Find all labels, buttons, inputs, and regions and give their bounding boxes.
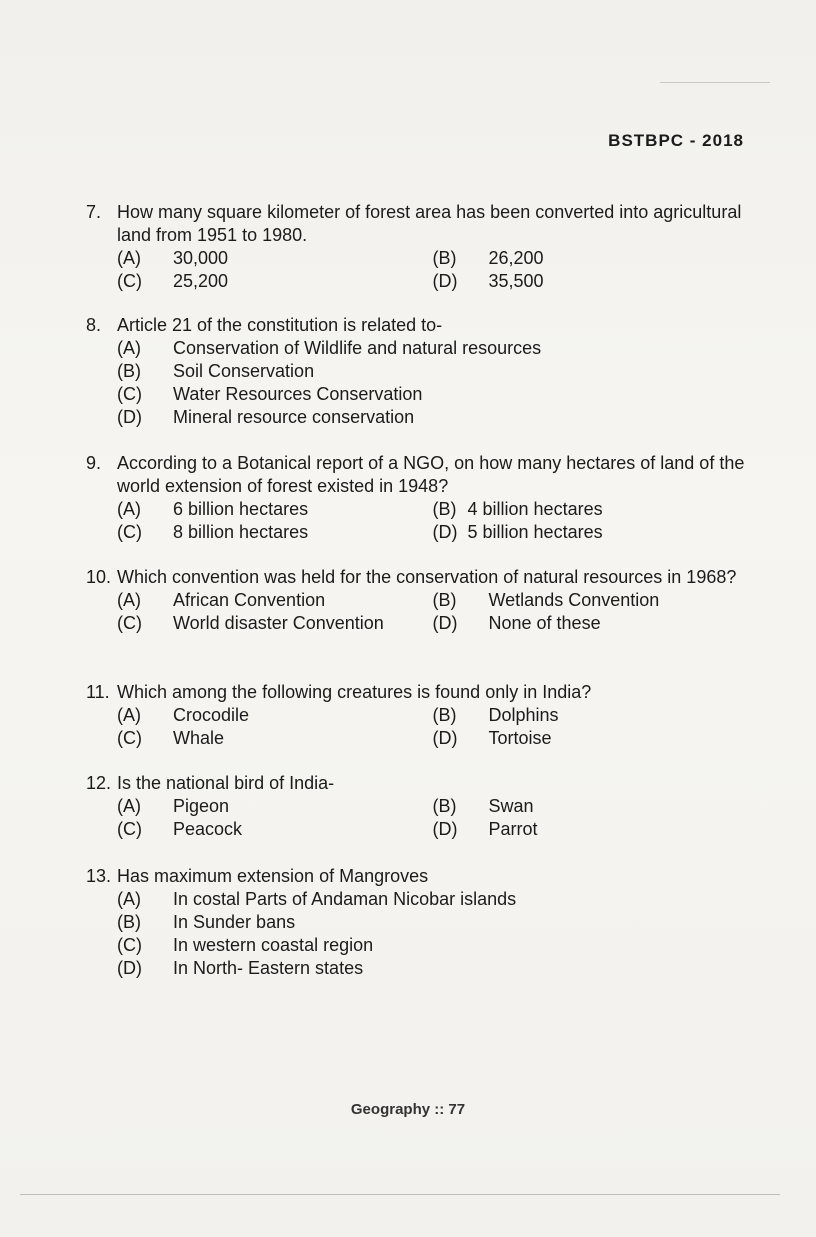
question-text: Which among the following creatures is found only in India? xyxy=(117,682,592,702)
option-a[interactable]: (A) 30,000 xyxy=(117,248,229,268)
option-a[interactable]: (A) 6 billion hectares xyxy=(117,499,309,519)
question-number: 12. xyxy=(86,773,112,793)
option-d[interactable]: (D) None of these xyxy=(432,613,601,633)
top-edge-line xyxy=(660,82,770,83)
question-10 xyxy=(86,566,748,635)
option-a[interactable]: (A) African Convention xyxy=(117,590,326,610)
question-number: 9. xyxy=(86,453,102,473)
question-text: How many square kilometer of forest area has been converted into agricultural land from 1951 to 1980. xyxy=(117,202,742,245)
question-number: 10. xyxy=(86,567,112,587)
option-c[interactable]: (C) Water Resources Conservation xyxy=(117,384,423,404)
option-b[interactable]: (B) Soil Conservation xyxy=(117,361,315,381)
option-b[interactable]: (B) Dolphins xyxy=(432,705,559,725)
question-number: 13. xyxy=(86,866,112,886)
option-c[interactable]: (C) Peacock xyxy=(117,819,243,839)
question-8 xyxy=(86,314,748,429)
question-12 xyxy=(86,772,748,841)
bottom-edge-line xyxy=(20,1194,780,1195)
option-b[interactable]: (B) 26,200 xyxy=(432,248,544,268)
question-7 xyxy=(86,201,748,293)
question-number: 7. xyxy=(86,202,102,222)
option-b[interactable]: (B) In Sunder bans xyxy=(117,912,296,932)
option-a[interactable]: (A) Conservation of Wildlife and natural resources xyxy=(117,338,542,358)
option-c[interactable]: (C) 25,200 xyxy=(117,271,229,291)
option-b[interactable]: (B) Swan xyxy=(432,796,534,816)
page-footer: Geography :: 77 xyxy=(350,1101,466,1118)
question-text: Article 21 of the constitution is related to- xyxy=(117,315,443,335)
option-d[interactable]: (D) In North- Eastern states xyxy=(117,958,364,978)
option-a[interactable]: (A) Pigeon xyxy=(117,796,230,816)
exam-code: BSTBPC - 2018 xyxy=(608,131,744,150)
option-c[interactable]: (C) World disaster Convention xyxy=(117,613,384,633)
question-text: Which convention was held for the conservation of natural resources in 1968? xyxy=(117,567,737,587)
option-d[interactable]: (D) 5 billion hectares xyxy=(432,522,603,542)
question-number: 8. xyxy=(86,315,102,335)
option-a[interactable]: (A) In costal Parts of Andaman Nicobar islands xyxy=(117,889,517,909)
option-d[interactable]: (D) Parrot xyxy=(432,819,538,839)
option-d[interactable]: (D) Tortoise xyxy=(432,728,552,748)
option-c[interactable]: (C) 8 billion hectares xyxy=(117,522,309,542)
option-c[interactable]: (C) Whale xyxy=(117,728,225,748)
option-d[interactable]: (D) Mineral resource conservation xyxy=(117,407,415,427)
question-13 xyxy=(86,865,748,980)
option-d[interactable]: (D) 35,500 xyxy=(432,271,544,291)
option-b[interactable]: (B) 4 billion hectares xyxy=(432,499,603,519)
question-number: 11. xyxy=(86,682,110,702)
question-11 xyxy=(86,681,748,750)
question-9 xyxy=(86,452,748,544)
option-c[interactable]: (C) In western coastal region xyxy=(117,935,374,955)
question-text: Has maximum extension of Mangroves xyxy=(117,866,429,886)
question-text: Is the national bird of India- xyxy=(117,773,335,793)
option-a[interactable]: (A) Crocodile xyxy=(117,705,250,725)
option-b[interactable]: (B) Wetlands Convention xyxy=(432,590,660,610)
question-text: According to a Botanical report of a NGO, on how many hectares of land of the world extension of forest existed in 1948? xyxy=(117,453,745,496)
